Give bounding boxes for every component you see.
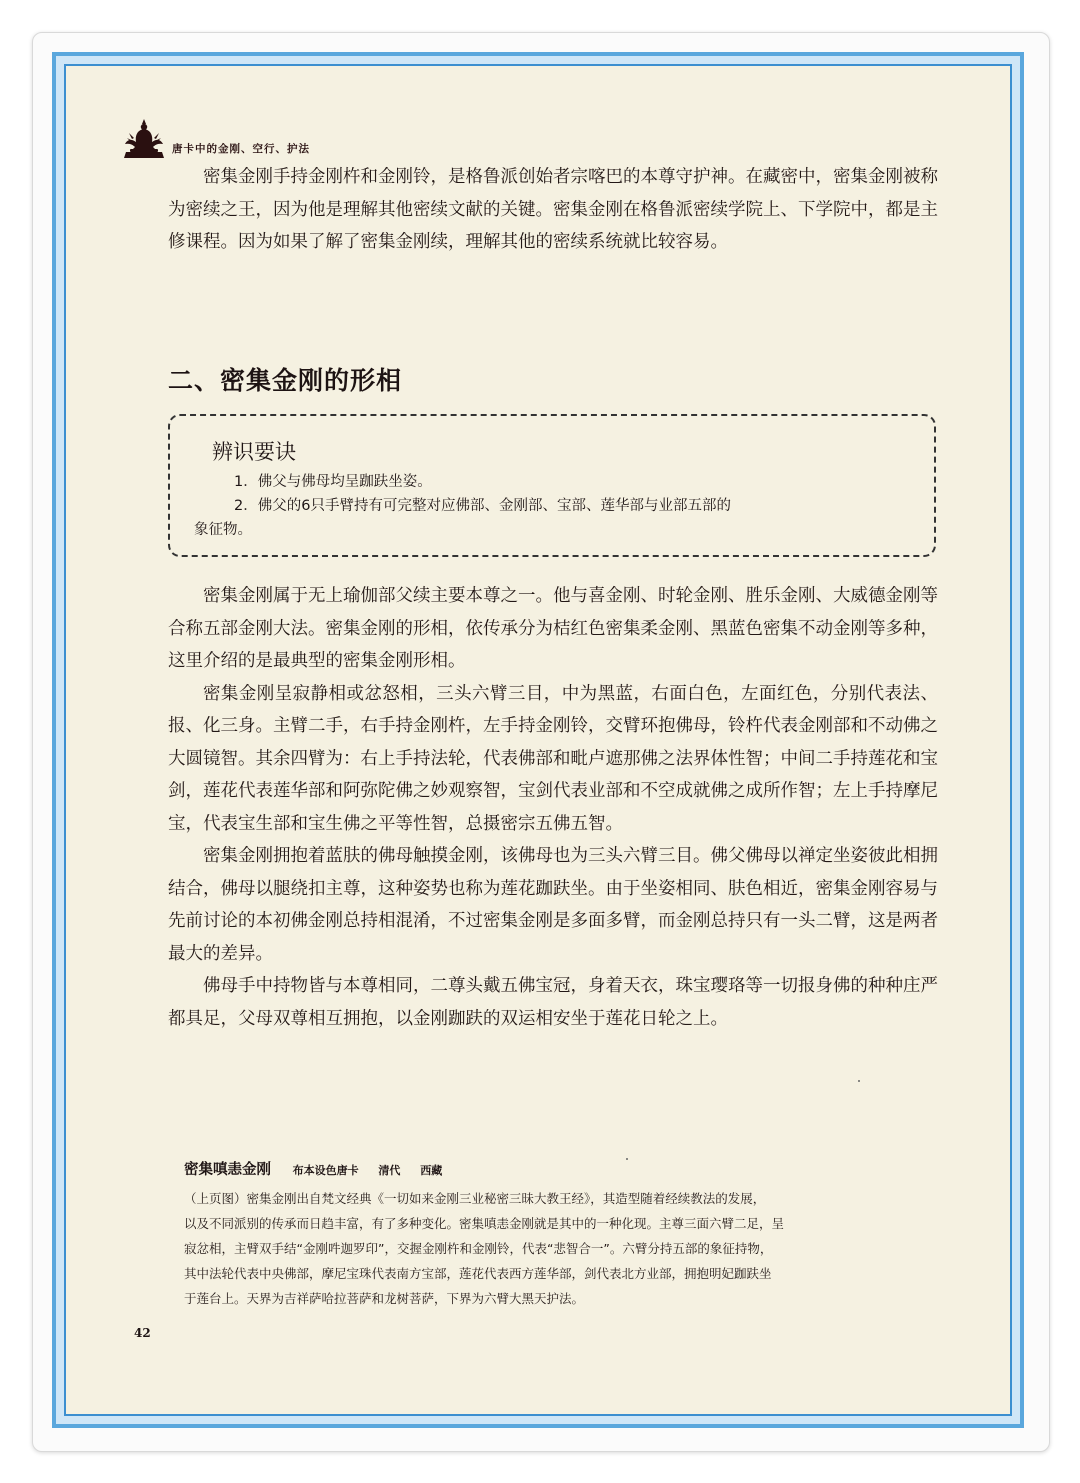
tips-title: 辨识要诀 <box>212 440 296 464</box>
identification-tips-box <box>168 414 936 557</box>
tip-item-2-line-1: 2．佛父的6只手臂持有可完整对应佛部、金刚部、宝部、莲华部与业部五部的 <box>234 498 731 514</box>
intro-text <box>168 161 938 259</box>
caption-line: 于莲台上。天界为吉祥萨哈拉菩萨和龙树菩萨，下界为六臂大黑天护法。 <box>184 1291 585 1306</box>
intro-paragraph: 密集金刚手持金刚杵和金刚铃，是格鲁派创始者宗喀巴的本尊守护神。在藏密中，密集金刚被称为密续之王，因为他是理解其他密续文献的关键。密集金刚在格鲁派密续学院上、下学院中，都是主修课程。因为如果了解了密集金刚续，理解其他的密续系统就比较容易。 <box>168 167 938 252</box>
figure-caption-heading <box>184 1158 442 1179</box>
figure-caption-body <box>184 1186 922 1311</box>
print-speck <box>858 1080 860 1082</box>
buddha-figure-icon <box>121 116 167 162</box>
running-header-title: 唐卡中的金刚、空行、护法 <box>172 143 310 155</box>
body-paragraph: 密集金刚属于无上瑜伽部父续主要本尊之一。他与喜金刚、时轮金刚、胜乐金刚、大威德金刚等合称五部金刚大法。密集金刚的形相，依传承分为桔红色密集柔金刚、黑蓝色密集不动金刚等多种，这里介绍的是最典型的密集金刚形相。 <box>168 586 938 671</box>
main-text <box>168 580 938 1035</box>
figure-caption-meta: 布本设色唐卡 清代 西藏 <box>292 1164 443 1177</box>
caption-line: 其中法轮代表中央佛部，摩尼宝珠代表南方宝部，莲花代表西方莲华部，剑代表北方业部，拥抱明妃跏趺坐 <box>184 1266 772 1281</box>
caption-line: 以及不同派别的传承而日趋丰富，有了多种变化。密集嗔恚金刚就是其中的一种化现。主尊三面六臂二足，呈 <box>184 1216 785 1231</box>
page-frame <box>52 52 1024 1428</box>
section-heading: 二、密集金刚的形相 <box>168 366 403 395</box>
page-number: 42 <box>134 1326 151 1340</box>
body-paragraph: 佛母手中持物皆与本尊相同，二尊头戴五佛宝冠，身着天衣，珠宝璎珞等一切报身佛的种种庄严都具足，父母双尊相互拥抱，以金刚跏趺的双运相安坐于莲花日轮之上。 <box>168 976 938 1029</box>
caption-line: 寂忿相，主臂双手结“金刚吽迦罗印”，交握金刚杵和金刚铃，代表“悲智合一”。六臂分持五部的象征持物， <box>184 1241 773 1256</box>
figure-caption-title: 密集嗔恚金刚 <box>184 1162 271 1178</box>
body-paragraph: 密集金刚呈寂静相或忿怒相，三头六臂三目，中为黑蓝，右面白色，左面红色，分别代表法、报、化三身。主臂二手，右手持金刚杵，左手持金刚铃，交臂环抱佛母，铃杵代表金刚部和不动佛之大圆镜智。其余四臂为：右上手持法轮，代表佛部和毗卢遮那佛之法界体性智；中间二手持莲花和宝剑，莲花代表莲华部和阿弥陀佛之妙观察智，宝剑代表业部和不空成就佛之成所作智；左上手持摩尼宝，代表宝生部和宝生佛之平等性智，总摄密宗五佛五智。 <box>168 683 938 834</box>
print-speck <box>626 1158 628 1160</box>
tip-item-1: 1．佛父与佛母均呈跏趺坐姿。 <box>234 474 432 490</box>
tip-item-2-line-2: 象征物。 <box>194 522 252 538</box>
caption-line: （上页图）密集金刚出自梵文经典《一切如来金刚三业秘密三昧大教王经》，其造型随着经续教法的发展， <box>184 1191 766 1206</box>
running-header <box>121 110 310 162</box>
body-paragraph: 密集金刚拥抱着蓝肤的佛母触摸金刚，该佛母也为三头六臂三目。佛父佛母以禅定坐姿彼此相拥结合，佛母以腿绕扣主尊，这种姿势也称为莲花跏趺坐。由于坐姿相同、肤色相近，密集金刚容易与先前讨论的本初佛金刚总持相混淆，不过密集金刚是多面多臂，而金刚总持只有一头二臂，这是两者最大的差异。 <box>168 846 938 964</box>
page-paper <box>64 64 1012 1416</box>
tips-list <box>194 470 914 542</box>
